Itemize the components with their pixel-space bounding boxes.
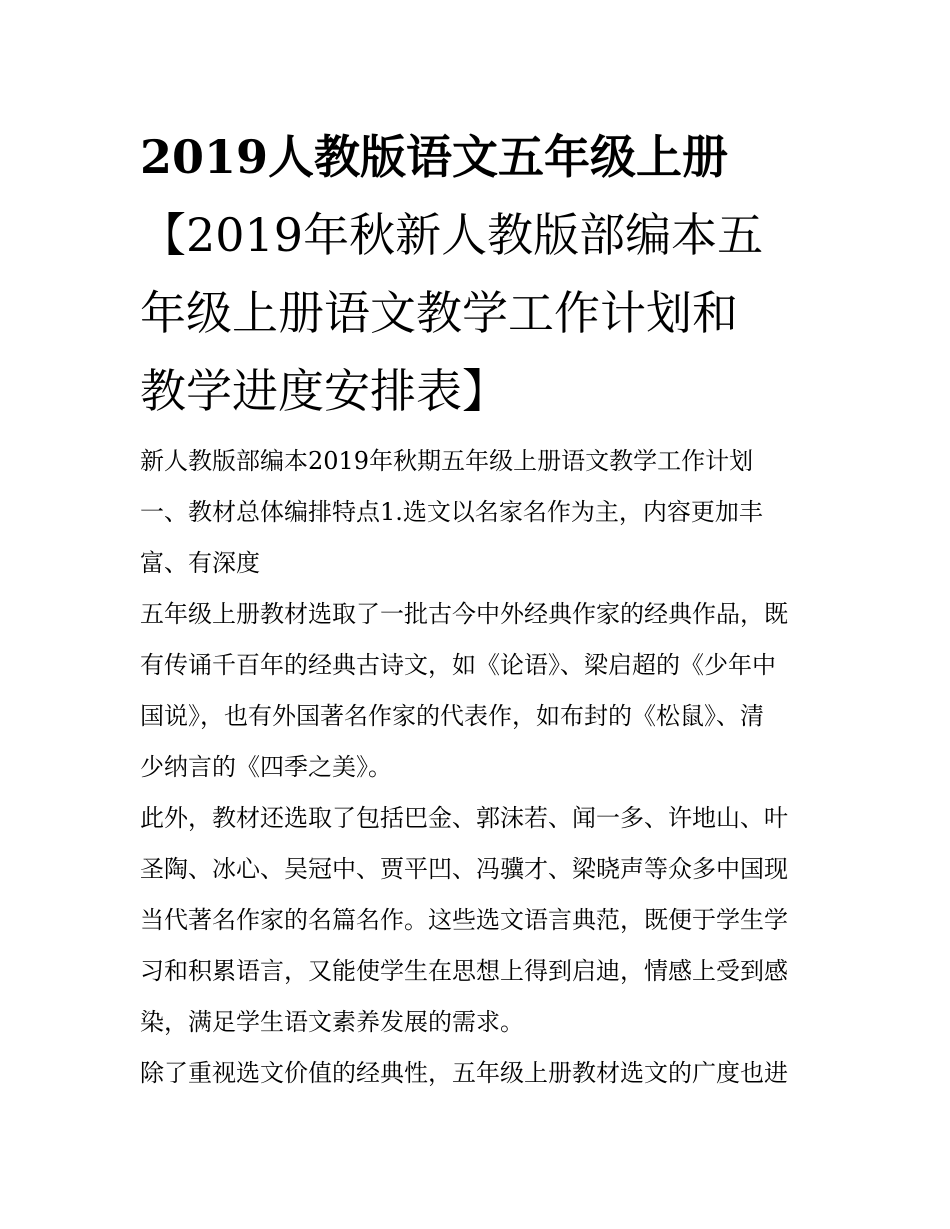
body-line-13: 除了重视选文价值的经典性，五年级上册教材选文的广度也进 xyxy=(140,1059,788,1087)
body-line-9: 圣陶、冰心、吴冠中、贾平凹、冯骥才、梁晓声等众多中国现 xyxy=(140,855,788,883)
body-line-7: 少纳言的《四季之美》。 xyxy=(140,753,392,781)
body-line-6: 国说》，也有外国著名作家的代表作，如布封的《松鼠》、清 xyxy=(140,702,764,730)
body-line-4: 五年级上册教材选取了一批古今中外经典作家的经典作品，既 xyxy=(140,600,788,628)
body-line-1: 新人教版部编本2019年秋期五年级上册语文教学工作计划 xyxy=(140,447,754,475)
title-line-1: 2019人教版语文五年级上册 xyxy=(140,130,729,184)
body-line-8: 此外，教材还选取了包括巴金、郭沫若、闻一多、许地山、叶 xyxy=(140,804,788,832)
body-line-10: 当代著名作家的名篇名作。这些选文语言典范，既便于学生学 xyxy=(140,906,788,934)
title-line-2: 【2019年秋新人教版部编本五 xyxy=(140,208,764,262)
body-line-3: 富、有深度 xyxy=(140,549,260,577)
body-line-12: 染，满足学生语文素养发展的需求。 xyxy=(140,1008,524,1036)
body-line-11: 习和积累语言，又能使学生在思想上得到启迪，情感上受到感 xyxy=(140,957,788,985)
document-page xyxy=(140,118,815,1099)
document-body xyxy=(140,436,815,1099)
body-line-5: 有传诵千百年的经典古诗文，如《论语》、梁启超的《少年中 xyxy=(140,651,776,679)
title-line-3: 年级上册语文教学工作计划和 xyxy=(140,286,738,340)
body-line-2: 一、教材总体编排特点1.选文以名家名作为主，内容更加丰 xyxy=(140,498,763,526)
title-line-4: 教学进度安排表】 xyxy=(140,364,508,418)
document-title xyxy=(140,118,815,430)
